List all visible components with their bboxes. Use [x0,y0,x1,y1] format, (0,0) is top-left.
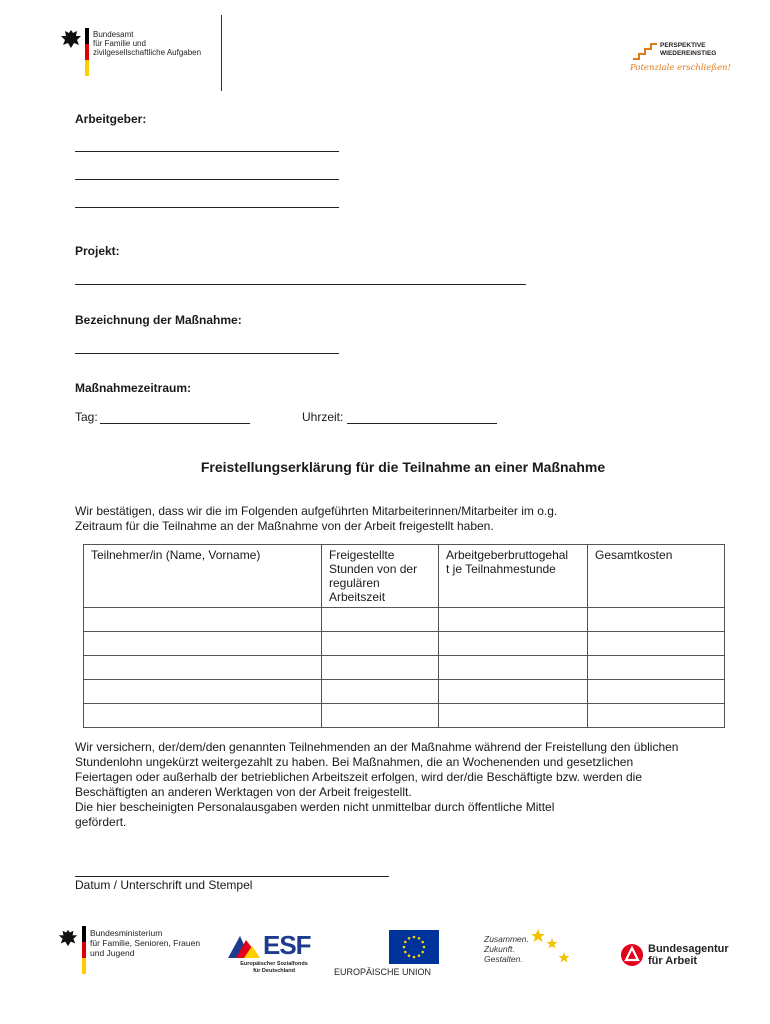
table-cell[interactable] [439,680,588,704]
measure-name-label: Bezeichnung der Maßnahme: [75,313,242,327]
federal-eagle-icon [60,28,82,50]
participants-table [83,544,725,728]
flag-black-bar [85,28,89,44]
zukunft-line: Zusammen. [484,934,529,944]
bmfsfj-logo-text [90,928,200,958]
bmfsfj-line: Bundesministerium [90,928,163,938]
employer-line-3[interactable] [75,207,339,208]
table-cell[interactable] [322,608,439,632]
federal-eagle-icon [58,928,78,948]
table-cell[interactable] [439,656,588,680]
table-row [84,656,725,680]
document-title: Freistellungserklärung für die Teilnahme an einer Maßnahme [200,459,606,475]
zukunft-line: Zukunft. [484,944,515,954]
table-cell[interactable] [84,704,322,728]
ba-logo-icon [620,943,644,967]
table-cell[interactable] [588,632,725,656]
table-cell[interactable] [588,656,725,680]
eu-label: EUROPÄISCHE UNION [334,967,432,977]
stairs-icon [632,40,658,60]
measure-period-label: Maßnahmezeitraum: [75,381,192,395]
header-line: t je Teilnahmestunde [446,562,556,576]
flag-red-bar [85,44,89,60]
col-participant-header: Teilnehmer/in (Name, Vorname) [84,545,322,608]
flag-gold-bar [82,958,86,974]
col-total-header: Gesamtkosten [588,545,725,608]
bafza-logo-text [93,30,201,57]
table-cell[interactable] [84,608,322,632]
bafza-line: zivilgesellschaftliche Aufgaben [93,48,202,57]
table-cell[interactable] [84,680,322,704]
employer-label: Arbeitgeber: [75,112,147,126]
declaration-line: Beschäftigten an anderen Werktagen von der Arbeit freigestellt. [75,785,412,799]
project-line[interactable] [75,284,526,285]
table-cell[interactable] [322,632,439,656]
declaration-line: Die hier bescheinigten Personalausgaben werden nicht unmittelbar durch öffentliche Mittel [75,800,555,814]
bmfsfj-line: und Jugend [90,948,135,958]
table-cell[interactable] [439,608,588,632]
table-cell[interactable] [588,608,725,632]
table-cell[interactable] [588,704,725,728]
day-label: Tag: [75,410,98,424]
header-line: Arbeitgeberbruttogehal [446,548,569,562]
intro-text [75,504,557,534]
table-row [84,608,725,632]
header-line: Freigestellte [329,548,395,562]
time-line[interactable] [347,423,497,424]
declaration-line: Wir versichern, der/dem/den genannten Teilnehmenden an der Maßnahme während der Freistellung den üblichen [75,740,679,754]
table-cell[interactable] [439,632,588,656]
eu-flag-icon [389,930,439,964]
perspektive-logo-text [660,42,716,58]
zukunft-text [484,934,529,964]
table-cell[interactable] [84,632,322,656]
stars-icon [530,928,578,968]
signature-line[interactable] [75,876,389,877]
table-cell[interactable] [439,704,588,728]
intro-line: Wir bestätigen, dass wir die im Folgenden aufgeführten Mitarbeiterinnen/Mitarbeiter im o.g. [75,504,558,518]
time-label: Uhrzeit: [302,410,344,424]
project-label: Projekt: [75,244,120,258]
perspektive-slogan: Potenziale erschließen! [630,63,731,73]
table-cell[interactable] [588,680,725,704]
table-cell[interactable] [84,656,322,680]
measure-name-line[interactable] [75,353,339,354]
flag-black-bar [82,926,86,942]
employer-line-1[interactable] [75,151,339,152]
table-cell[interactable] [322,680,439,704]
declaration-line: Stundenlohn ungekürzt weitergezahlt zu haben. Bei Maßnahmen, die an Wochenenden und gesetzlichen [75,755,634,769]
table-cell[interactable] [322,704,439,728]
header-line: regulären [329,576,380,590]
header-line: Stunden von der [329,562,418,576]
table-row [84,632,725,656]
header-divider [221,15,222,91]
day-line[interactable] [100,423,250,424]
ba-line: Bundesagentur [648,943,729,955]
zukunft-line: Gestalten. [484,954,523,964]
perspektive-line: PERSPEKTIVE [660,42,706,49]
bafza-line: für Familie und [93,39,146,48]
table-cell[interactable] [322,656,439,680]
table-row [84,680,725,704]
declaration-line: gefördert. [75,815,127,829]
bmfsfj-line: für Familie, Senioren, Frauen [90,938,201,948]
esf-subtitle [226,961,322,975]
table-header-row [84,545,725,608]
esf-flag-icon [226,932,262,960]
esf-line: Europäischer Sozialfonds [240,961,308,967]
signature-label: Datum / Unterschrift und Stempel [75,878,253,892]
ba-logo-text [648,943,729,967]
declaration-text [75,740,755,830]
esf-line: für Deutschland [253,968,295,974]
intro-line: Zeitraum für die Teilnahme an der Maßnahme von der Arbeit freigestellt haben. [75,519,494,533]
esf-title: ESF [263,930,311,960]
col-salary-header [439,545,588,608]
declaration-line: Feiertagen oder außerhalb der betrieblichen Arbeitszeit erfolgen, wird der/die Beschäftigte bzw. werden die [75,770,642,784]
col-hours-header [322,545,439,608]
perspektive-line: WIEDEREINSTIEG [660,50,717,57]
bafza-line: Bundesamt [93,30,134,39]
ba-line: für Arbeit [648,955,698,967]
table-row [84,704,725,728]
header-line: Arbeitszeit [329,590,386,604]
flag-red-bar [82,942,86,958]
flag-gold-bar [85,60,89,76]
employer-line-2[interactable] [75,179,339,180]
